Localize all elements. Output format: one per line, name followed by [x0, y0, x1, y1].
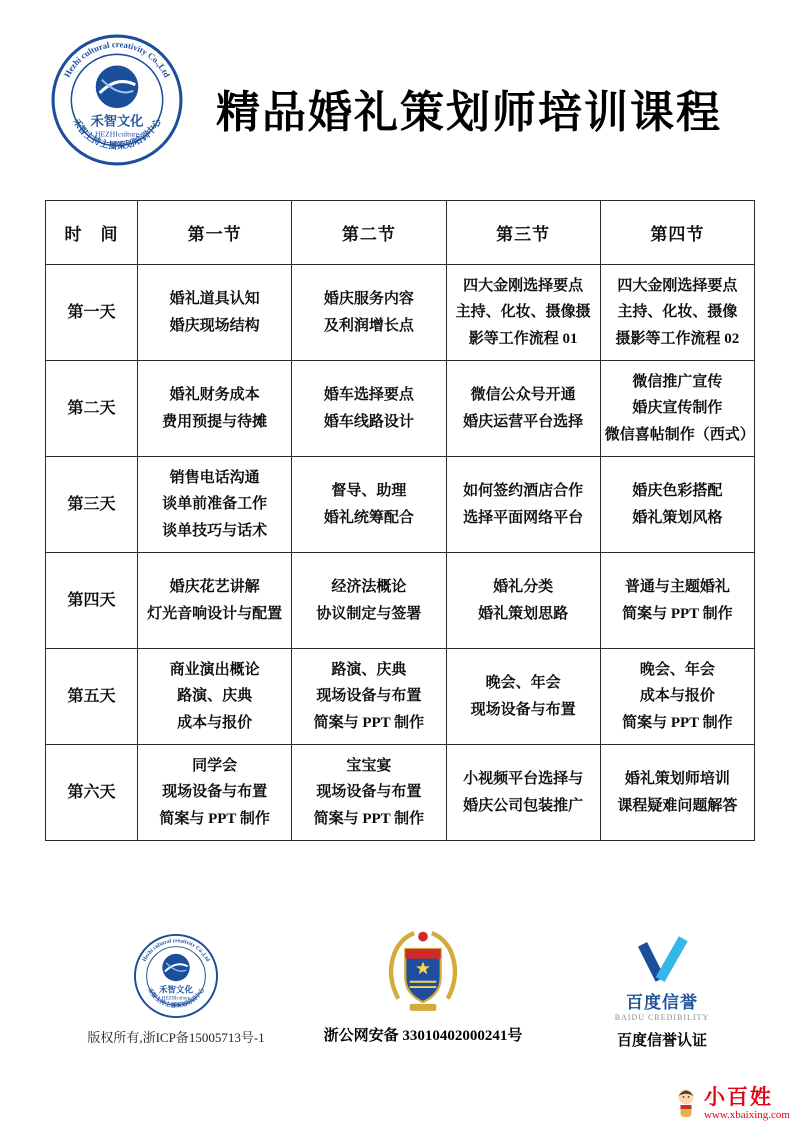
table-row — [46, 745, 755, 841]
course-line: 婚庆现场结构 — [169, 317, 260, 334]
course-cell — [446, 553, 600, 649]
police-record-block — [323, 926, 523, 1045]
company-logo-small — [133, 933, 219, 1019]
course-line: 微信喜帖制作（西式） — [604, 426, 755, 443]
course-line: 课程疑难问题解答 — [617, 797, 738, 814]
baidu-cert-text: 百度信誉认证 — [616, 1033, 707, 1049]
course-line: 微信公众号开通 — [470, 387, 576, 404]
logo-name-text: 禾智文化 — [159, 984, 193, 995]
globe-icon — [162, 954, 189, 981]
logo-ring-bottom-text: 禾智主持主播策划培训中心 — [71, 116, 163, 151]
course-cell — [138, 361, 292, 457]
course-cell — [446, 361, 600, 457]
course-line: 路演、庆典 — [177, 688, 253, 705]
course-line: 现场设备与布置 — [470, 701, 576, 718]
course-line: 督导、助理 — [331, 483, 407, 500]
course-cell — [292, 265, 446, 361]
course-cell — [292, 553, 446, 649]
course-line: 主持、化妆、摄像摄 — [455, 304, 591, 321]
course-line: 婚庆花艺讲解 — [169, 579, 260, 596]
course-cell — [600, 457, 754, 553]
course-line: 四大金刚选择要点 — [463, 278, 584, 295]
course-line: 婚礼分类 — [493, 579, 554, 596]
page-title: 精品婚礼策划师培训课程 — [216, 88, 722, 137]
course-line: 晚会、年会 — [485, 675, 561, 692]
baidu-sub-text: BAIDU CREDIBILITY — [614, 1013, 710, 1022]
course-line: 简案与 PPT 制作 — [622, 605, 733, 622]
course-line: 婚庆公司包装推广 — [463, 797, 584, 814]
course-cell — [138, 649, 292, 745]
course-cell — [292, 457, 446, 553]
logo-sub-text: HEZHIculture — [161, 996, 191, 1002]
course-line: 费用预提与待摊 — [162, 413, 268, 430]
course-cell — [292, 361, 446, 457]
course-cell — [446, 649, 600, 745]
course-line: 婚庆运营平台选择 — [463, 413, 584, 430]
course-line: 婚礼策划思路 — [478, 605, 569, 622]
column-header: 第一节 — [138, 201, 292, 265]
globe-icon — [96, 65, 139, 108]
table-row — [46, 649, 755, 745]
course-cell — [600, 649, 754, 745]
course-line: 选择平面网络平台 — [463, 509, 584, 526]
logo-name-text: 禾智文化 — [90, 113, 144, 129]
course-cell — [446, 457, 600, 553]
site-watermark — [673, 1085, 790, 1122]
course-line: 销售电话沟通 — [169, 470, 260, 487]
course-line: 宝宝宴 — [346, 758, 392, 775]
day-label: 第四天 — [46, 553, 138, 649]
course-line: 影等工作流程 01 — [468, 330, 578, 347]
table-row — [46, 553, 755, 649]
course-line: 微信推广宣传 — [632, 374, 723, 391]
course-cell — [446, 745, 600, 841]
course-line: 婚礼道具认知 — [169, 291, 260, 308]
course-line: 及利润增长点 — [323, 317, 414, 334]
course-line: 谈单技巧与话术 — [162, 522, 268, 539]
table-row — [46, 361, 755, 457]
police-record-text: 浙公网安备 33010402000241号 — [323, 1028, 523, 1044]
course-line: 婚庆服务内容 — [323, 291, 414, 308]
day-label: 第二天 — [46, 361, 138, 457]
course-cell — [292, 745, 446, 841]
course-line: 摄影等工作流程 02 — [615, 330, 740, 347]
course-line: 简案与 PPT 制作 — [313, 810, 425, 827]
mascot-graphic — [673, 1087, 699, 1121]
copyright-block — [70, 933, 282, 1046]
logo-ring-bottom-text: 禾智主持主播策划培训中心 — [145, 987, 207, 1010]
course-line: 现场设备与布置 — [316, 688, 422, 705]
police-badge-graphic — [377, 926, 469, 1018]
company-logo-graphic — [50, 33, 184, 167]
course-line: 晚会、年会 — [639, 662, 715, 679]
course-cell — [138, 553, 292, 649]
baidu-credibility-block — [592, 936, 732, 1050]
course-line: 小视频平台选择与 — [463, 771, 584, 788]
course-line: 婚庆宣传制作 — [632, 400, 723, 417]
baidu-credibility-icon — [634, 936, 690, 986]
column-header: 时 间 — [46, 201, 138, 265]
course-cell — [138, 265, 292, 361]
course-line: 同学会 — [192, 758, 238, 775]
watermark-url: www.xbaixing.com — [703, 1109, 790, 1122]
baidu-name-text: 百度信誉 — [626, 993, 698, 1012]
logo-ring-top-text: Hezhi cultural creativity Co.,Ltd — [61, 39, 173, 79]
course-line: 协议制定与签署 — [316, 605, 422, 622]
table-row — [46, 265, 755, 361]
baidu-v-graphic — [634, 936, 690, 986]
course-line: 四大金刚选择要点 — [617, 278, 738, 295]
course-cell — [292, 649, 446, 745]
schedule-header-row — [46, 201, 755, 265]
course-schedule-table — [45, 200, 755, 841]
course-line: 简案与 PPT 制作 — [313, 714, 425, 731]
column-header: 第三节 — [446, 201, 600, 265]
column-header: 第四节 — [600, 201, 754, 265]
logo-sub-text: HEZHIculture — [95, 129, 139, 139]
course-line: 婚礼统筹配合 — [323, 509, 414, 526]
schedule-body — [46, 265, 755, 841]
day-label: 第六天 — [46, 745, 138, 841]
course-line: 现场设备与布置 — [162, 784, 268, 801]
course-cell — [600, 265, 754, 361]
course-line: 商业演出概论 — [169, 662, 260, 679]
mascot-icon — [673, 1087, 699, 1121]
course-cell — [138, 745, 292, 841]
course-line: 成本与报价 — [177, 714, 253, 731]
course-line: 经济法概论 — [331, 579, 407, 596]
company-logo — [50, 33, 184, 167]
course-line: 婚礼策划师培训 — [624, 771, 730, 788]
day-label: 第三天 — [46, 457, 138, 553]
course-line: 如何签约酒店合作 — [463, 483, 584, 500]
watermark-name: 小百姓 — [703, 1085, 773, 1110]
course-cell — [600, 553, 754, 649]
course-line: 简案与 PPT 制作 — [622, 714, 733, 731]
course-line: 婚礼策划风格 — [632, 509, 723, 526]
course-line: 成本与报价 — [639, 688, 715, 705]
course-cell — [138, 457, 292, 553]
course-cell — [446, 265, 600, 361]
course-line: 谈单前准备工作 — [162, 496, 268, 513]
course-line: 简案与 PPT 制作 — [159, 810, 270, 827]
course-line: 婚礼财务成本 — [169, 387, 260, 404]
police-badge-icon — [377, 926, 469, 1018]
course-line: 普通与主题婚礼 — [624, 579, 730, 596]
day-label: 第一天 — [46, 265, 138, 361]
course-line: 婚庆色彩搭配 — [632, 483, 723, 500]
course-cell — [600, 361, 754, 457]
course-line: 主持、化妆、摄像 — [617, 304, 738, 321]
course-cell — [600, 745, 754, 841]
company-logo-small-graphic — [133, 933, 219, 1019]
course-line: 现场设备与布置 — [316, 784, 422, 801]
copyright-text: 版权所有,浙ICP备15005713号-1 — [87, 1030, 265, 1045]
course-line: 路演、庆典 — [331, 662, 407, 679]
day-label: 第五天 — [46, 649, 138, 745]
course-line: 灯光音响设计与配置 — [147, 605, 283, 622]
column-header: 第二节 — [292, 201, 446, 265]
table-row — [46, 457, 755, 553]
course-line: 婚车线路设计 — [323, 413, 414, 430]
logo-ring-top-text: Hezhi cultural creativity Co.,Ltd — [141, 938, 211, 963]
course-line: 婚车选择要点 — [323, 387, 414, 404]
